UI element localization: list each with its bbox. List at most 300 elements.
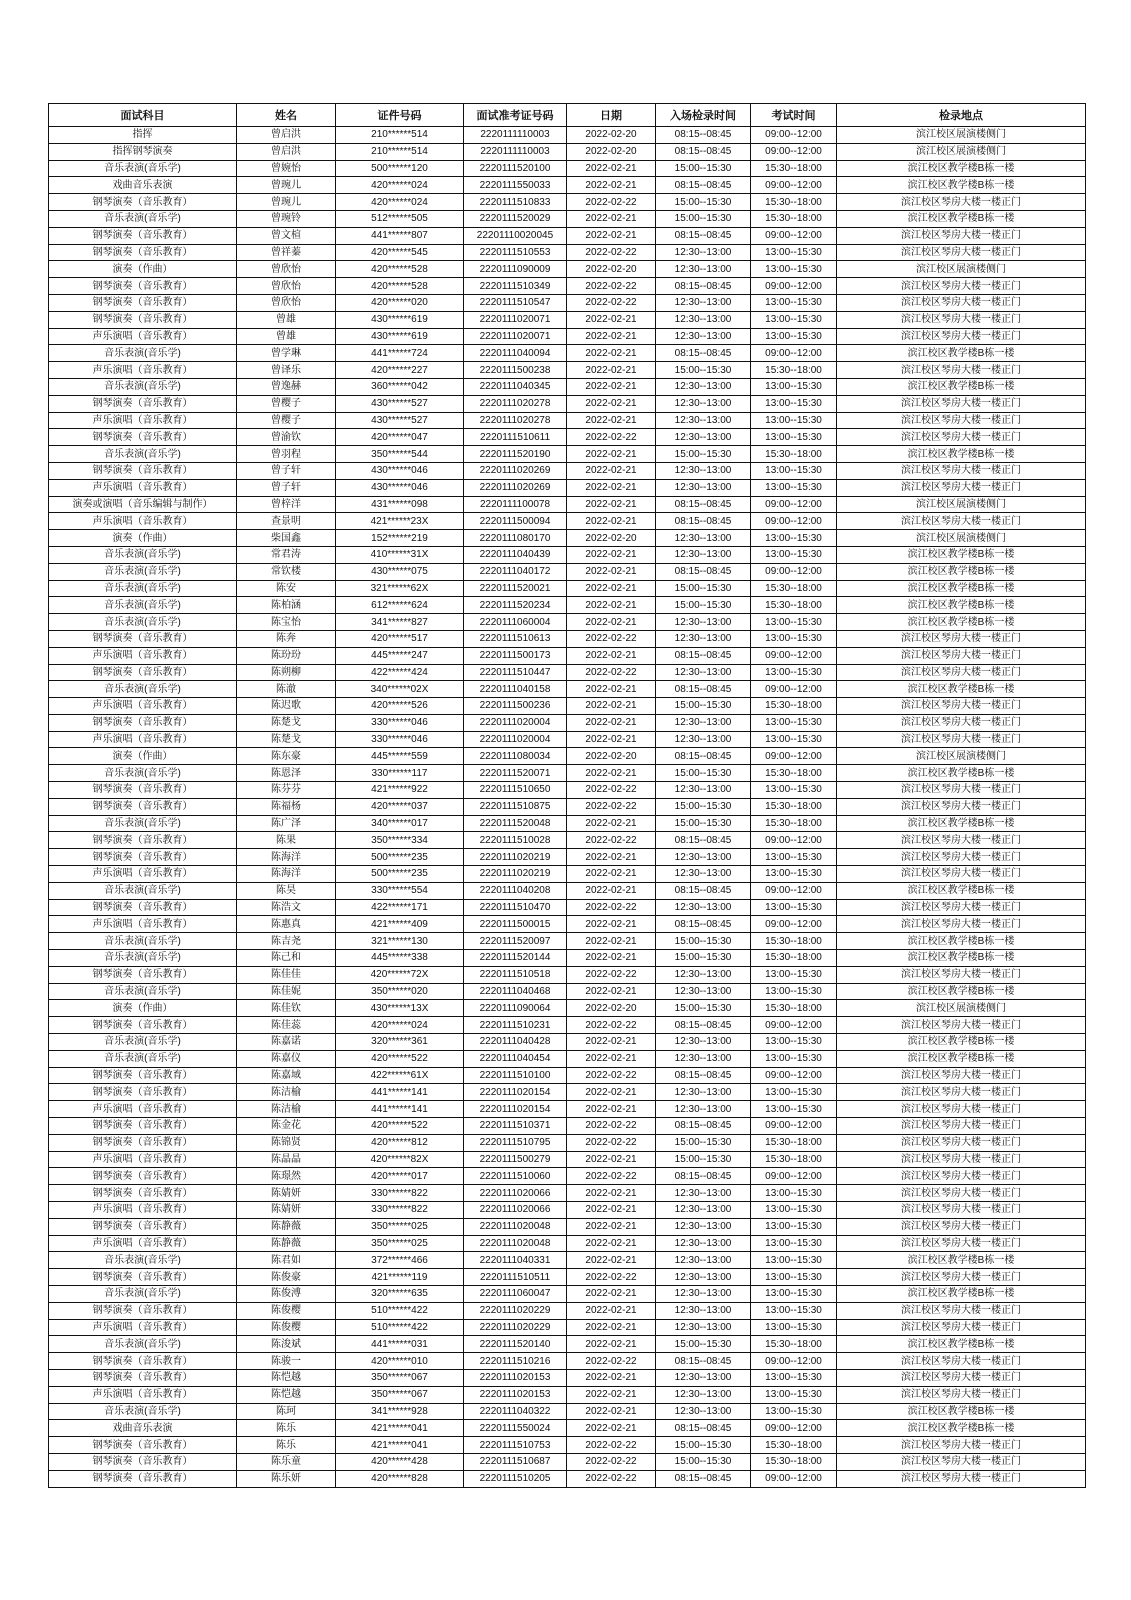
location-cell: 滨江校区琴房大楼一楼正门 [837,1302,1086,1319]
exam-time-cell: 09:00--12:00 [751,177,837,194]
checkin-time-cell: 08:15--08:45 [656,1353,751,1370]
ticket-number-cell: 2220111060004 [464,614,567,631]
location-cell: 滨江校区琴房大楼一楼正门 [837,1202,1086,1219]
exam-time-cell: 13:00--15:30 [751,395,837,412]
table-row [49,647,1086,664]
date-cell: 2022-02-22 [567,1437,656,1454]
ticket-number-cell: 2220111020066 [464,1185,567,1202]
ticket-number-cell: 2220111500238 [464,362,567,379]
ticket-number-cell: 2220111110003 [464,127,567,144]
subject-cell: 钢琴演奏（音乐教育） [49,1084,237,1101]
exam-time-cell: 13:00--15:30 [751,1050,837,1067]
id-number-cell: 340******017 [336,815,464,832]
location-cell: 滨江校区教学楼B栋一楼 [837,1034,1086,1051]
date-cell: 2022-02-21 [567,1050,656,1067]
checkin-time-cell: 12:30--13:00 [656,530,751,547]
table-row [49,328,1086,345]
checkin-time-cell: 12:30--13:00 [656,630,751,647]
subject-cell: 音乐表演(音乐学) [49,1403,237,1420]
ticket-number-cell: 2220111020154 [464,1084,567,1101]
table-row [49,1118,1086,1135]
location-cell: 滨江校区教学楼B栋一楼 [837,345,1086,362]
ticket-number-cell: 2220111510216 [464,1353,567,1370]
subject-cell: 戏曲音乐表演 [49,1420,237,1437]
date-cell: 2022-02-21 [567,1369,656,1386]
checkin-time-cell: 12:30--13:00 [656,479,751,496]
subject-cell: 钢琴演奏（音乐教育） [49,664,237,681]
ticket-number-cell: 2220111020153 [464,1386,567,1403]
location-cell: 滨江校区教学楼B栋一楼 [837,160,1086,177]
subject-cell: 音乐表演(音乐学) [49,1034,237,1051]
checkin-time-cell: 12:30--13:00 [656,1050,751,1067]
name-cell: 陈嘉诺 [237,1034,336,1051]
location-cell: 滨江校区琴房大楼一楼正门 [837,798,1086,815]
exam-time-cell: 15:30--18:00 [751,698,837,715]
location-cell: 滨江校区琴房大楼一楼正门 [837,227,1086,244]
table-row [49,765,1086,782]
ticket-number-cell: 2220111520097 [464,933,567,950]
id-number-cell: 420******522 [336,1050,464,1067]
checkin-time-cell: 08:15--08:45 [656,1420,751,1437]
ticket-number-cell: 2220111510795 [464,1134,567,1151]
subject-cell: 声乐演唱（音乐教育） [49,1386,237,1403]
name-cell: 陈海洋 [237,849,336,866]
table-row [49,479,1086,496]
subject-cell: 戏曲音乐表演 [49,177,237,194]
location-cell: 滨江校区教学楼B栋一楼 [837,378,1086,395]
exam-time-cell: 13:00--15:30 [751,714,837,731]
date-cell: 2022-02-22 [567,664,656,681]
ticket-number-cell: 2220111510518 [464,966,567,983]
location-cell: 滨江校区琴房大楼一楼正门 [837,916,1086,933]
ticket-number-cell: 2220111500015 [464,916,567,933]
id-number-cell: 420******037 [336,798,464,815]
subject-cell: 声乐演唱（音乐教育） [49,479,237,496]
subject-cell: 音乐表演(音乐学) [49,210,237,227]
location-cell: 滨江校区琴房大楼一楼正门 [837,630,1086,647]
subject-cell: 钢琴演奏（音乐教育） [49,714,237,731]
exam-time-cell: 13:00--15:30 [751,1302,837,1319]
ticket-number-cell: 2220111060047 [464,1285,567,1302]
exam-time-cell: 13:00--15:30 [751,412,837,429]
date-cell: 2022-02-21 [567,1202,656,1219]
subject-cell: 钢琴演奏（音乐教育） [49,1185,237,1202]
exam-time-cell: 09:00--12:00 [751,227,837,244]
name-cell: 曾祥蓁 [237,244,336,261]
location-cell: 滨江校区琴房大楼一楼正门 [837,1185,1086,1202]
checkin-time-cell: 15:00--15:30 [656,765,751,782]
name-cell: 陈己和 [237,950,336,967]
table-row [49,143,1086,160]
name-cell: 陈静薇 [237,1218,336,1235]
table-row [49,1185,1086,1202]
checkin-time-cell: 12:30--13:00 [656,664,751,681]
table-row [49,530,1086,547]
location-cell: 滨江校区展演楼侧门 [837,1000,1086,1017]
ticket-number-cell: 2220111550024 [464,1420,567,1437]
checkin-time-cell: 08:15--08:45 [656,647,751,664]
name-cell: 陈俊樱 [237,1319,336,1336]
date-cell: 2022-02-21 [567,1218,656,1235]
id-number-cell: 441******141 [336,1084,464,1101]
name-cell: 陈俊樱 [237,1302,336,1319]
table-row [49,966,1086,983]
table-row [49,950,1086,967]
subject-cell: 音乐表演(音乐学) [49,950,237,967]
exam-time-cell: 09:00--12:00 [751,1067,837,1084]
name-cell: 陈柏涵 [237,597,336,614]
exam-time-cell: 09:00--12:00 [751,1017,837,1034]
name-cell: 陈婧妍 [237,1202,336,1219]
id-number-cell: 330******822 [336,1185,464,1202]
table-row [49,261,1086,278]
checkin-time-cell: 08:15--08:45 [656,1017,751,1034]
subject-cell: 音乐表演(音乐学) [49,597,237,614]
ticket-number-cell: 2220111510028 [464,832,567,849]
location-cell: 滨江校区琴房大楼一楼正门 [837,1067,1086,1084]
checkin-time-cell: 12:30--13:00 [656,1218,751,1235]
location-cell: 滨江校区琴房大楼一楼正门 [837,647,1086,664]
checkin-time-cell: 15:00--15:30 [656,1453,751,1470]
checkin-time-cell: 12:30--13:00 [656,294,751,311]
location-cell: 滨江校区琴房大楼一楼正门 [837,311,1086,328]
ticket-number-cell: 2220111510231 [464,1017,567,1034]
name-cell: 陈安 [237,580,336,597]
table-row [49,597,1086,614]
id-number-cell: 350******067 [336,1386,464,1403]
table-row [49,815,1086,832]
id-number-cell: 350******067 [336,1369,464,1386]
id-number-cell: 420******024 [336,1017,464,1034]
subject-cell: 声乐演唱（音乐教育） [49,412,237,429]
checkin-time-cell: 12:30--13:00 [656,1252,751,1269]
id-number-cell: 422******171 [336,899,464,916]
ticket-number-cell: 2220111510470 [464,899,567,916]
exam-time-cell: 15:30--18:00 [751,1134,837,1151]
ticket-number-cell: 2220111520190 [464,446,567,463]
name-cell: 曾琬儿 [237,177,336,194]
exam-time-cell: 13:00--15:30 [751,1269,837,1286]
name-cell: 曾樱子 [237,395,336,412]
ticket-number-cell: 2220111520140 [464,1336,567,1353]
location-cell: 滨江校区教学楼B栋一楼 [837,546,1086,563]
checkin-time-cell: 08:15--08:45 [656,177,751,194]
exam-time-cell: 13:00--15:30 [751,1101,837,1118]
subject-cell: 音乐表演(音乐学) [49,1050,237,1067]
date-cell: 2022-02-21 [567,1101,656,1118]
id-number-cell: 431******098 [336,496,464,513]
ticket-number-cell: 2220111500173 [464,647,567,664]
header-checkin-time: 入场检录时间 [656,104,751,127]
exam-time-cell: 15:30--18:00 [751,1151,837,1168]
header-id-number: 证件号码 [336,104,464,127]
id-number-cell: 420******82X [336,1151,464,1168]
id-number-cell: 422******424 [336,664,464,681]
ticket-number-cell: 2220111510511 [464,1269,567,1286]
exam-time-cell: 15:30--18:00 [751,210,837,227]
exam-time-cell: 13:00--15:30 [751,614,837,631]
exam-time-cell: 13:00--15:30 [751,244,837,261]
table-row [49,513,1086,530]
ticket-number-cell: 2220111510349 [464,278,567,295]
checkin-time-cell: 12:30--13:00 [656,1386,751,1403]
date-cell: 2022-02-22 [567,782,656,799]
subject-cell: 钢琴演奏（音乐教育） [49,1302,237,1319]
subject-cell: 钢琴演奏（音乐教育） [49,1218,237,1235]
subject-cell: 钢琴演奏（音乐教育） [49,395,237,412]
date-cell: 2022-02-22 [567,1453,656,1470]
id-number-cell: 445******559 [336,748,464,765]
name-cell: 陈嘉域 [237,1067,336,1084]
id-number-cell: 330******554 [336,882,464,899]
ticket-number-cell: 2220111500094 [464,513,567,530]
date-cell: 2022-02-21 [567,1034,656,1051]
id-number-cell: 321******130 [336,933,464,950]
exam-time-cell: 13:00--15:30 [751,1319,837,1336]
id-number-cell: 320******635 [336,1285,464,1302]
id-number-cell: 510******422 [336,1319,464,1336]
location-cell: 滨江校区琴房大楼一楼正门 [837,362,1086,379]
id-number-cell: 430******046 [336,462,464,479]
date-cell: 2022-02-22 [567,899,656,916]
checkin-time-cell: 12:30--13:00 [656,1185,751,1202]
date-cell: 2022-02-21 [567,177,656,194]
location-cell: 滨江校区展演楼侧门 [837,496,1086,513]
date-cell: 2022-02-21 [567,362,656,379]
location-cell: 滨江校区琴房大楼一楼正门 [837,278,1086,295]
subject-cell: 钢琴演奏（音乐教育） [49,1067,237,1084]
table-row [49,1067,1086,1084]
subject-cell: 钢琴演奏（音乐教育） [49,832,237,849]
id-number-cell: 421******922 [336,782,464,799]
table-row [49,1084,1086,1101]
location-cell: 滨江校区琴房大楼一楼正门 [837,328,1086,345]
subject-cell: 音乐表演(音乐学) [49,563,237,580]
location-cell: 滨江校区琴房大楼一楼正门 [837,1386,1086,1403]
name-cell: 陈吉尧 [237,933,336,950]
subject-cell: 钢琴演奏（音乐教育） [49,1369,237,1386]
subject-cell: 音乐表演(音乐学) [49,345,237,362]
header-date: 日期 [567,104,656,127]
ticket-number-cell: 2220111510753 [464,1437,567,1454]
exam-time-cell: 13:00--15:30 [751,530,837,547]
ticket-number-cell: 2220111510205 [464,1470,567,1487]
table-row [49,899,1086,916]
id-number-cell: 341******928 [336,1403,464,1420]
subject-cell: 音乐表演(音乐学) [49,765,237,782]
checkin-time-cell: 15:00--15:30 [656,597,751,614]
date-cell: 2022-02-20 [567,530,656,547]
date-cell: 2022-02-22 [567,798,656,815]
subject-cell: 钢琴演奏（音乐教育） [49,1017,237,1034]
checkin-time-cell: 15:00--15:30 [656,1336,751,1353]
name-cell: 陈乐 [237,1437,336,1454]
name-cell: 陈君如 [237,1252,336,1269]
exam-time-cell: 13:00--15:30 [751,1403,837,1420]
id-number-cell: 420******828 [336,1470,464,1487]
location-cell: 滨江校区教学楼B栋一楼 [837,597,1086,614]
checkin-time-cell: 08:15--08:45 [656,1168,751,1185]
name-cell: 曾琬铃 [237,210,336,227]
date-cell: 2022-02-21 [567,731,656,748]
ticket-number-cell: 2220111020071 [464,311,567,328]
checkin-time-cell: 12:30--13:00 [656,378,751,395]
header-location: 检录地点 [837,104,1086,127]
id-number-cell: 421******119 [336,1269,464,1286]
table-row [49,1453,1086,1470]
table-row [49,362,1086,379]
location-cell: 滨江校区琴房大楼一楼正门 [837,395,1086,412]
checkin-time-cell: 15:00--15:30 [656,362,751,379]
ticket-number-cell: 2220111020219 [464,849,567,866]
name-cell: 曾雄 [237,328,336,345]
name-cell: 常钦楼 [237,563,336,580]
name-cell: 陈昊 [237,882,336,899]
name-cell: 陈晶晶 [237,1151,336,1168]
location-cell: 滨江校区教学楼B栋一楼 [837,882,1086,899]
name-cell: 曾羽程 [237,446,336,463]
id-number-cell: 372******466 [336,1252,464,1269]
location-cell: 滨江校区琴房大楼一楼正门 [837,832,1086,849]
ticket-number-cell: 2220111040158 [464,681,567,698]
location-cell: 滨江校区琴房大楼一楼正门 [837,1118,1086,1135]
date-cell: 2022-02-21 [567,1084,656,1101]
ticket-number-cell: 2220111500279 [464,1151,567,1168]
checkin-time-cell: 08:15--08:45 [656,748,751,765]
checkin-time-cell: 15:00--15:30 [656,580,751,597]
subject-cell: 音乐表演(音乐学) [49,580,237,597]
ticket-number-cell: 22201110020045 [464,227,567,244]
ticket-number-cell: 2220111020048 [464,1218,567,1235]
exam-time-cell: 13:00--15:30 [751,664,837,681]
name-cell: 曾雄 [237,311,336,328]
date-cell: 2022-02-22 [567,194,656,211]
name-cell: 曾琬儿 [237,194,336,211]
location-cell: 滨江校区琴房大楼一楼正门 [837,714,1086,731]
date-cell: 2022-02-21 [567,1302,656,1319]
location-cell: 滨江校区教学楼B栋一楼 [837,210,1086,227]
subject-cell: 音乐表演(音乐学) [49,815,237,832]
exam-time-cell: 09:00--12:00 [751,278,837,295]
date-cell: 2022-02-20 [567,143,656,160]
exam-time-cell: 13:00--15:30 [751,1285,837,1302]
date-cell: 2022-02-21 [567,446,656,463]
exam-time-cell: 13:00--15:30 [751,1235,837,1252]
checkin-time-cell: 12:30--13:00 [656,899,751,916]
checkin-time-cell: 08:15--08:45 [656,832,751,849]
subject-cell: 钢琴演奏（音乐教育） [49,1470,237,1487]
id-number-cell: 350******334 [336,832,464,849]
name-cell: 陈俊溥 [237,1285,336,1302]
table-row [49,580,1086,597]
date-cell: 2022-02-21 [567,227,656,244]
subject-cell: 钢琴演奏（音乐教育） [49,1437,237,1454]
subject-cell: 钢琴演奏（音乐教育） [49,782,237,799]
ticket-number-cell: 2220111020048 [464,1235,567,1252]
date-cell: 2022-02-22 [567,1353,656,1370]
name-cell: 陈恩泽 [237,765,336,782]
table-row [49,446,1086,463]
date-cell: 2022-02-21 [567,1420,656,1437]
name-cell: 陈佳蕊 [237,1017,336,1034]
exam-time-cell: 13:00--15:30 [751,378,837,395]
checkin-time-cell: 08:15--08:45 [656,496,751,513]
name-cell: 曾樱子 [237,412,336,429]
date-cell: 2022-02-21 [567,714,656,731]
location-cell: 滨江校区教学楼B栋一楼 [837,1050,1086,1067]
table-row [49,563,1086,580]
ticket-number-cell: 2220111510833 [464,194,567,211]
exam-time-cell: 13:00--15:30 [751,782,837,799]
table-row [49,630,1086,647]
ticket-number-cell: 2220111040345 [464,378,567,395]
table-row [49,227,1086,244]
name-cell: 陈骏一 [237,1353,336,1370]
table-row [49,714,1086,731]
location-cell: 滨江校区琴房大楼一楼正门 [837,513,1086,530]
id-number-cell: 430******619 [336,311,464,328]
id-number-cell: 321******62X [336,580,464,597]
checkin-time-cell: 12:30--13:00 [656,328,751,345]
table-row [49,278,1086,295]
exam-time-cell: 09:00--12:00 [751,1118,837,1135]
id-number-cell: 421******041 [336,1437,464,1454]
ticket-number-cell: 2220111020229 [464,1319,567,1336]
ticket-number-cell: 2220111510060 [464,1168,567,1185]
id-number-cell: 420******428 [336,1453,464,1470]
subject-cell: 音乐表演(音乐学) [49,1285,237,1302]
table-row [49,1151,1086,1168]
exam-time-cell: 13:00--15:30 [751,261,837,278]
table-row [49,1134,1086,1151]
ticket-number-cell: 2220111020219 [464,866,567,883]
checkin-time-cell: 08:15--08:45 [656,513,751,530]
id-number-cell: 320******361 [336,1034,464,1051]
name-cell: 陈芬芬 [237,782,336,799]
exam-time-cell: 13:00--15:30 [751,1386,837,1403]
ticket-number-cell: 2220111040208 [464,882,567,899]
exam-time-cell: 15:30--18:00 [751,362,837,379]
ticket-number-cell: 2220111040331 [464,1252,567,1269]
date-cell: 2022-02-22 [567,1269,656,1286]
name-cell: 陈浩文 [237,899,336,916]
location-cell: 滨江校区琴房大楼一楼正门 [837,1084,1086,1101]
table-row [49,748,1086,765]
table-row [49,462,1086,479]
location-cell: 滨江校区琴房大楼一楼正门 [837,966,1086,983]
exam-time-cell: 13:00--15:30 [751,899,837,916]
exam-time-cell: 13:00--15:30 [751,1185,837,1202]
table-row [49,832,1086,849]
checkin-time-cell: 12:30--13:00 [656,1034,751,1051]
date-cell: 2022-02-21 [567,513,656,530]
checkin-time-cell: 12:30--13:00 [656,782,751,799]
date-cell: 2022-02-20 [567,127,656,144]
table-row [49,311,1086,328]
date-cell: 2022-02-21 [567,580,656,597]
date-cell: 2022-02-21 [567,866,656,883]
name-cell: 陈乐童 [237,1453,336,1470]
location-cell: 滨江校区琴房大楼一楼正门 [837,1134,1086,1151]
checkin-time-cell: 12:30--13:00 [656,1369,751,1386]
name-cell: 曾文楦 [237,227,336,244]
ticket-number-cell: 2220111110003 [464,143,567,160]
checkin-time-cell: 15:00--15:30 [656,1151,751,1168]
subject-cell: 声乐演唱（音乐教育） [49,328,237,345]
subject-cell: 钢琴演奏（音乐教育） [49,1134,237,1151]
checkin-time-cell: 12:30--13:00 [656,849,751,866]
location-cell: 滨江校区琴房大楼一楼正门 [837,1437,1086,1454]
